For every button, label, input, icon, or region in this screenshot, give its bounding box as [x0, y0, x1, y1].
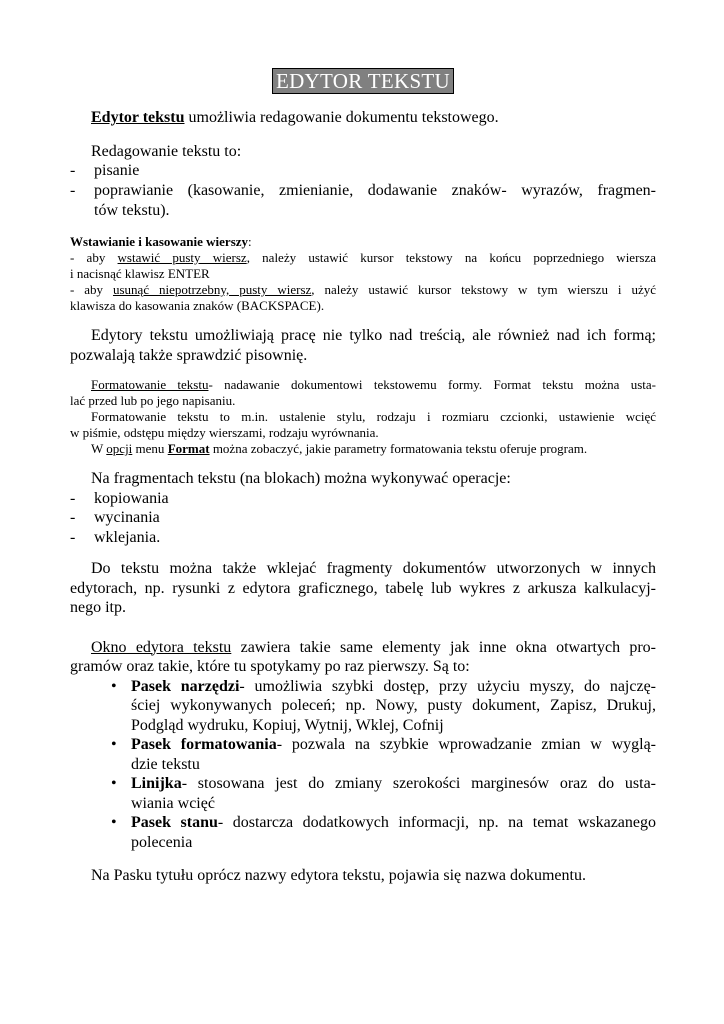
- formatowanie-line-5: [70, 441, 656, 457]
- bullet-line: Podgląd wydruku, Kopiuj, Wytnij, Wklej, Cofnij: [131, 716, 444, 734]
- wstawianie-line-2: i nacisnąć klawisz ENTER: [70, 266, 210, 281]
- bullet-marker: •: [111, 775, 117, 792]
- formatowanie-line-4: w piśmie, odstępu między wierszami, rodzaju wyrównania.: [70, 425, 379, 440]
- bullet-term: Linijka: [131, 775, 182, 792]
- dash-marker: -: [70, 509, 76, 526]
- bullet-line: dzie tekstu: [131, 755, 200, 773]
- bullet-line: polecenia: [131, 833, 193, 851]
- list-item-text: kopiowania: [94, 489, 169, 507]
- forma-line-1: Edytory tekstu umożliwiają pracę nie tylko nad treścią, ale również nad ich formą;: [91, 327, 656, 344]
- text-span: - pozwala na szybkie wprowadzanie zmian w wyglą-: [276, 736, 657, 753]
- wklejanie-line-3: nego itp.: [70, 599, 126, 616]
- title-block: [70, 68, 656, 94]
- forma-paragraph: [70, 326, 656, 365]
- wklejanie-line-2: edytorach, np. rysunki z edytora graficznego, tabelę lub wykres z arkusza kalkulacyj-: [70, 579, 656, 597]
- forma-line-2: pozwalają także sprawdzić pisownię.: [70, 346, 308, 364]
- okno-term: Okno edytora tekstu: [91, 638, 232, 656]
- bullet-item-pasek-formatowania: [70, 735, 656, 774]
- redagowanie-section: [70, 142, 656, 221]
- wstawianie-heading: Wstawianie i kasowanie wierszy: [70, 234, 249, 249]
- wstawianie-line-4: klawisza do kasowania znaków (BACKSPACE).: [70, 298, 325, 313]
- heading-colon: :: [248, 234, 252, 249]
- list-item: [70, 489, 656, 509]
- text-span: , należy ustawić kursor tekstowy na końcu poprzedniego wiersza: [246, 250, 657, 265]
- underlined-term: opcji: [106, 441, 133, 456]
- bullet-marker: •: [111, 814, 117, 831]
- fragmenty-lead: Na fragmentach tekstu (na blokach) można wykonywać operacje:: [91, 470, 511, 487]
- text-span: - aby: [70, 250, 118, 265]
- dash-marker: -: [70, 489, 76, 507]
- list-item: [70, 161, 656, 181]
- format-menu-term: Format: [167, 441, 210, 456]
- redagowanie-lead: Redagowanie tekstu to:: [91, 142, 242, 160]
- bullet-line: [131, 813, 656, 852]
- bullet-line: ściej wykonywanych poleceń; np. Nowy, pusty dokument, Zapisz, Drukuj,: [131, 697, 656, 714]
- underlined-term: wstawić pusty wiersz: [117, 250, 247, 265]
- text-span: menu: [132, 441, 168, 456]
- bullet-marker: •: [111, 677, 117, 695]
- text-span: - stosowana jest do zmiany szerokości marginesów oraz do usta-: [181, 775, 656, 792]
- bullet-marker: •: [111, 736, 117, 753]
- text-span: - dostarcza dodatkowych informacji, np. na temat wskazanego: [217, 814, 657, 831]
- list-item-text: wycinania: [94, 509, 160, 526]
- formatowanie-line-2: lać przed lub po jego napisaniu.: [70, 393, 236, 408]
- page-title: EDYTOR TEKSTU: [272, 68, 454, 94]
- text-span: - umożliwia szybki dostęp, przy użyciu myszy, do najczę-: [239, 677, 656, 695]
- list-item: [70, 181, 656, 221]
- bullet-item-linijka: [70, 774, 656, 813]
- wklejanie-paragraph: [70, 559, 656, 618]
- formatowanie-line-3: Formatowanie tekstu to m.in. ustalenie stylu, rodzaju i rozmiaru czcionki, ustawienie wcięć: [91, 409, 656, 424]
- intro-paragraph: [70, 108, 656, 128]
- bullet-term: Pasek formatowania: [131, 736, 277, 753]
- list-item-text: wklejania.: [94, 528, 161, 546]
- okno-line-2: gramów oraz takie, które tu spotykamy po raz pierwszy. Są to:: [70, 658, 470, 675]
- list-item-text-cont: tów tekstu).: [94, 201, 170, 219]
- dash-marker: -: [70, 162, 76, 179]
- bullet-item-pasek-narzedzi: [70, 677, 656, 736]
- text-span: - aby: [70, 282, 113, 297]
- bullet-term: Pasek stanu: [131, 814, 218, 831]
- text-span: W: [91, 441, 107, 456]
- fragmenty-section: [70, 469, 656, 547]
- wstawianie-section: [70, 234, 656, 314]
- bullet-item-pasek-stanu: [70, 813, 656, 852]
- formatowanie-term: Formatowanie tekstu: [91, 377, 209, 392]
- dash-marker: -: [70, 528, 76, 546]
- document-page: [70, 68, 656, 886]
- bullet-line: wiania wcięć: [131, 794, 215, 812]
- intro-text: umożliwia redagowanie dokumentu tekstowego.: [184, 109, 499, 126]
- intro-term: Edytor tekstu: [91, 109, 185, 126]
- list-item-text: pisanie: [94, 162, 140, 179]
- underlined-term: usunąć niepotrzebny, pusty wiersz: [112, 282, 312, 297]
- bullet-line: [131, 735, 656, 774]
- bullet-term: Pasek narzędzi: [131, 677, 240, 695]
- dash-marker: -: [70, 181, 76, 199]
- list-item: [70, 528, 656, 548]
- text-span: zawiera takie same elementy jak inne okna otwartych pro-: [231, 638, 657, 656]
- list-item: [70, 508, 656, 528]
- list-item-text: poprawianie (kasowanie, zmienianie, dodawanie znaków- wyrazów, fragmen-: [94, 181, 656, 199]
- wstawianie-heading-line: [70, 234, 656, 250]
- text-span: można zobaczyć, jakie parametry formatowania tekstu oferuje program.: [209, 441, 588, 456]
- text-span: , należy ustawić kursor tekstowy w tym wierszu i użyć: [311, 282, 656, 297]
- okno-section: [70, 638, 656, 853]
- wklejanie-line-1: Do tekstu można także wklejać fragmenty dokumentów utworzonych w innych: [91, 560, 656, 577]
- text-span: - nadawanie dokumentowi tekstowemu formy. Format tekstu można usta-: [208, 377, 656, 392]
- formatowanie-section: [70, 377, 656, 457]
- closing-paragraph: Na Pasku tytułu oprócz nazwy edytora tekstu, pojawia się nazwa dokumentu.: [91, 867, 586, 884]
